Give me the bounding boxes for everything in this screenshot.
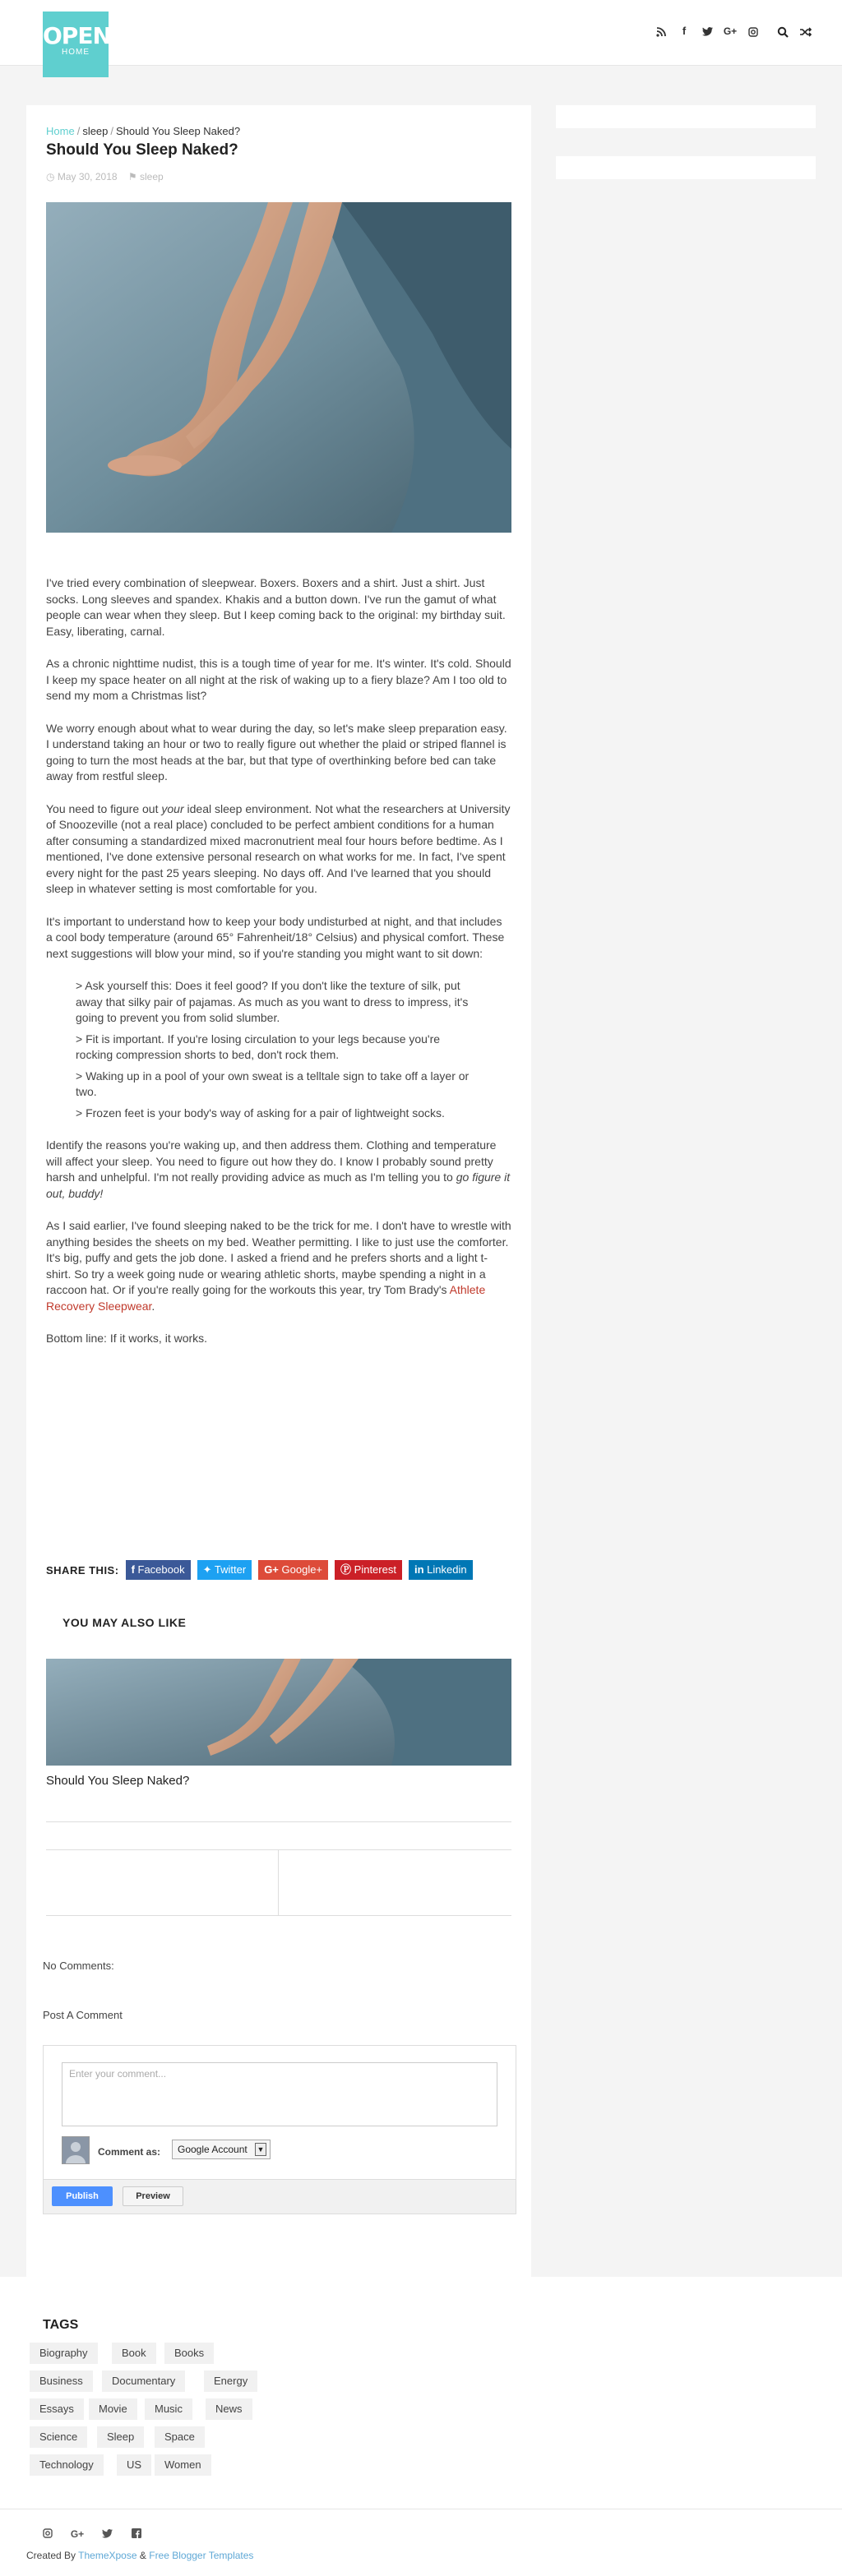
share-google-plus-button[interactable]: G+ Google+ — [258, 1560, 328, 1580]
logo-subtext: HOME — [62, 48, 90, 57]
related-post-thumbnail[interactable] — [46, 1659, 511, 1766]
post-paragraph: I've tried every combination of sleepwear. Boxers. Boxers and a shirt. Just a shirt. Just socks. Long sleeves and spandex. Khakis and a button down. I've run the gamut of what people can wear when they sleep. But I keep coming back to the original: my birthday suit. Easy, liberating, carnal. — [46, 576, 506, 638]
share-label: SHARE THIS: — [46, 1563, 119, 1577]
paragraph-emphasis: go figure it out, buddy! — [46, 1170, 511, 1200]
post-label-link[interactable]: sleep — [140, 171, 164, 182]
publish-button[interactable]: Publish — [52, 2186, 113, 2206]
account-select[interactable] — [172, 2140, 271, 2159]
twitter-icon: ✦ — [202, 1563, 215, 1576]
no-comments-text: No Comments: — [43, 1960, 114, 1972]
post-paragraph: As a chronic nighttime nudist, this is a tough time of year for me. It's winter. It's cold. Should I keep my space heater on all night at the risk of waking up to a fiery blaze? Am I too old to send my mom a Christmas list? — [46, 657, 511, 702]
paragraph-text: You need to figure out — [46, 801, 162, 815]
post-nav-divider — [278, 1849, 279, 1915]
comment-actions — [44, 2179, 516, 2214]
post-title: Should You Sleep Naked? — [46, 141, 238, 159]
breadcrumb-separator: / — [110, 125, 114, 137]
tag-link[interactable]: Women — [155, 2454, 211, 2476]
related-post-title[interactable]: Should You Sleep Naked? — [46, 1774, 190, 1788]
tag-link[interactable]: Technology — [30, 2454, 104, 2476]
preview-button[interactable]: Preview — [123, 2186, 183, 2206]
post-paragraph: We worry enough about what to wear during the day, so let's make sleep preparation easy. I understand taking an hour or two to really figure out whether the plaid or striped flannel is going to turn the most heads at the bar, but that type of overthinking before bed can take away from restful sleep. — [46, 721, 507, 782]
shuffle-icon[interactable] — [794, 23, 817, 39]
share-bar — [46, 1560, 479, 1580]
tag-link[interactable]: Books — [164, 2343, 214, 2364]
post-paragraph — [46, 1218, 511, 1314]
post-paragraph — [46, 801, 511, 898]
tag-link[interactable]: Sleep — [97, 2426, 144, 2448]
tag-link[interactable]: Science — [30, 2426, 87, 2448]
breadcrumb-category-link[interactable]: sleep — [82, 125, 109, 137]
share-facebook-button[interactable]: f Facebook — [126, 1560, 191, 1580]
post-paragraph: It's important to understand how to keep your body undisturbed at night, and that includes a cool body temperature (around 65° Fahrenheit/18° Celsius) and physical comfort. These next suggestions will blow your mind, so if you're standing you might want to sit down: — [46, 914, 505, 960]
athlete-sleepwear-link[interactable]: Athlete Recovery Sleepwear — [46, 1283, 486, 1313]
tag-link[interactable]: Energy — [204, 2371, 257, 2392]
instagram-icon[interactable] — [742, 23, 765, 39]
tag-link[interactable]: Space — [155, 2426, 205, 2448]
chevron-down-icon: ▼ — [255, 2143, 266, 2156]
facebook-icon[interactable]: f — [682, 25, 687, 37]
site-logo[interactable] — [43, 12, 109, 77]
comment-form — [43, 2045, 516, 2214]
account-select-value: Google Account — [178, 2144, 248, 2155]
tag-link[interactable]: News — [206, 2398, 252, 2420]
post-comment-heading: Post A Comment — [43, 2009, 123, 2021]
paragraph-text: . — [151, 1299, 155, 1313]
sidebar-widget — [556, 156, 816, 179]
tag-link[interactable]: Documentary — [102, 2371, 185, 2392]
paragraph-text: As I said earlier, I've found sleeping naked to be the trick for me. I don't have to wrestle with anything besides the sheets on my bed. Weather permitting. I like to just use the comforter. It's big, puffy and gets the job done. I asked a friend and he prefers shorts and a light t-shirt. So try a week going nude or wearing athletic shorts, maybe spending a night in a raccoon hat. Or if you're really going for the workouts this year, try Tom Brady's — [46, 1219, 511, 1296]
post-paragraph — [46, 1138, 511, 1202]
breadcrumb-current: Should You Sleep Naked? — [116, 125, 241, 137]
footer-social-icons — [33, 2528, 151, 2541]
footer-credit — [26, 2550, 253, 2561]
credit-text: Created By — [26, 2550, 76, 2561]
breadcrumb-separator: / — [76, 125, 81, 137]
google-plus-icon[interactable]: G+ — [723, 25, 738, 37]
post-date: May 30, 2018 — [57, 171, 118, 182]
post-meta — [46, 171, 164, 182]
rss-icon[interactable] — [650, 23, 673, 39]
header-social-icons — [650, 23, 817, 39]
divider — [46, 1849, 511, 1850]
tag-icon: ⚑ — [127, 171, 137, 182]
themexpose-link[interactable]: ThemeXpose — [78, 2550, 137, 2561]
post-paragraph: Bottom line: If it works, it works. — [46, 1332, 208, 1345]
tag-link[interactable]: US — [117, 2454, 151, 2476]
tags-heading: TAGS — [43, 2318, 79, 2332]
paragraph-text: ideal sleep environment. Not what the researchers at University of Snoozeville (not a real place) concluded to be perfect ambient conditions for a human after consuming a standardized mixed macronutrient meal four hours before bedtime. As I mentioned, I've done extensive personal research on what works for me. In fact, I've spent every night for the past 25 years sleeping. No days off. And I've learned that you should sleep in whatever setting is most comfortable for you. — [46, 801, 511, 895]
tag-link[interactable]: Biography — [30, 2343, 98, 2364]
twitter-icon[interactable] — [92, 2528, 122, 2541]
user-avatar — [62, 2136, 90, 2164]
twitter-icon[interactable] — [696, 23, 719, 39]
breadcrumb — [46, 125, 240, 137]
list-item: > Fit is important. If you're losing circulation to your legs because you're rocking compression shorts to bed, don't rock them. — [76, 1032, 441, 1061]
paragraph-emphasis: your — [161, 801, 184, 815]
list-item: > Ask yourself this: Does it feel good? If you don't like the texture of silk, put away that silky pair of pajamas. As much as you want to dress to impress, it's going to prevent you from solid slumber. — [76, 979, 469, 1024]
tag-link[interactable]: Movie — [89, 2398, 137, 2420]
tag-link[interactable]: Business — [30, 2371, 93, 2392]
related-heading: YOU MAY ALSO LIKE — [62, 1616, 187, 1629]
divider — [46, 1915, 511, 1916]
breadcrumb-home-link[interactable]: Home — [46, 125, 75, 137]
comment-as-label: Comment as: — [98, 2146, 161, 2158]
paragraph-text: Identify the reasons you're waking up, and then address them. Clothing and temperature will affect your sleep. You need to figure out how they do. I know I probably sound pretty harsh and unhelpful. I'm not really providing advice as much as I'm telling you to — [46, 1138, 497, 1184]
credit-text: & — [139, 2550, 146, 2561]
share-linkedin-button[interactable]: in Linkedin — [409, 1560, 473, 1580]
site-header — [0, 0, 842, 66]
suggestion-list — [76, 978, 511, 1121]
post-hero-image — [46, 202, 511, 533]
list-item: > Frozen feet is your body's way of asking for a pair of lightweight socks. — [76, 1106, 445, 1119]
logo-text: OPEN — [43, 22, 111, 49]
clock-icon: ◷ — [46, 171, 55, 182]
instagram-icon[interactable] — [33, 2528, 62, 2541]
post-body — [46, 575, 511, 1364]
tag-link[interactable]: Essays — [30, 2398, 84, 2420]
google-plus-icon[interactable]: G+ — [70, 2528, 85, 2540]
facebook-icon[interactable] — [122, 2528, 151, 2541]
free-blogger-templates-link[interactable]: Free Blogger Templates — [149, 2550, 254, 2561]
tag-link[interactable]: Book — [112, 2343, 156, 2364]
comment-textarea[interactable]: Enter your comment... — [62, 2062, 497, 2126]
share-pinterest-button[interactable]: Ⓟ Pinterest — [335, 1560, 402, 1580]
sidebar-widget — [556, 105, 816, 128]
search-icon[interactable] — [771, 23, 794, 39]
share-twitter-button[interactable]: ✦ Twitter — [197, 1560, 252, 1580]
list-item: > Waking up in a pool of your own sweat is a telltale sign to take off a layer or two. — [76, 1069, 470, 1098]
divider — [46, 1821, 511, 1822]
tag-link[interactable]: Music — [145, 2398, 192, 2420]
